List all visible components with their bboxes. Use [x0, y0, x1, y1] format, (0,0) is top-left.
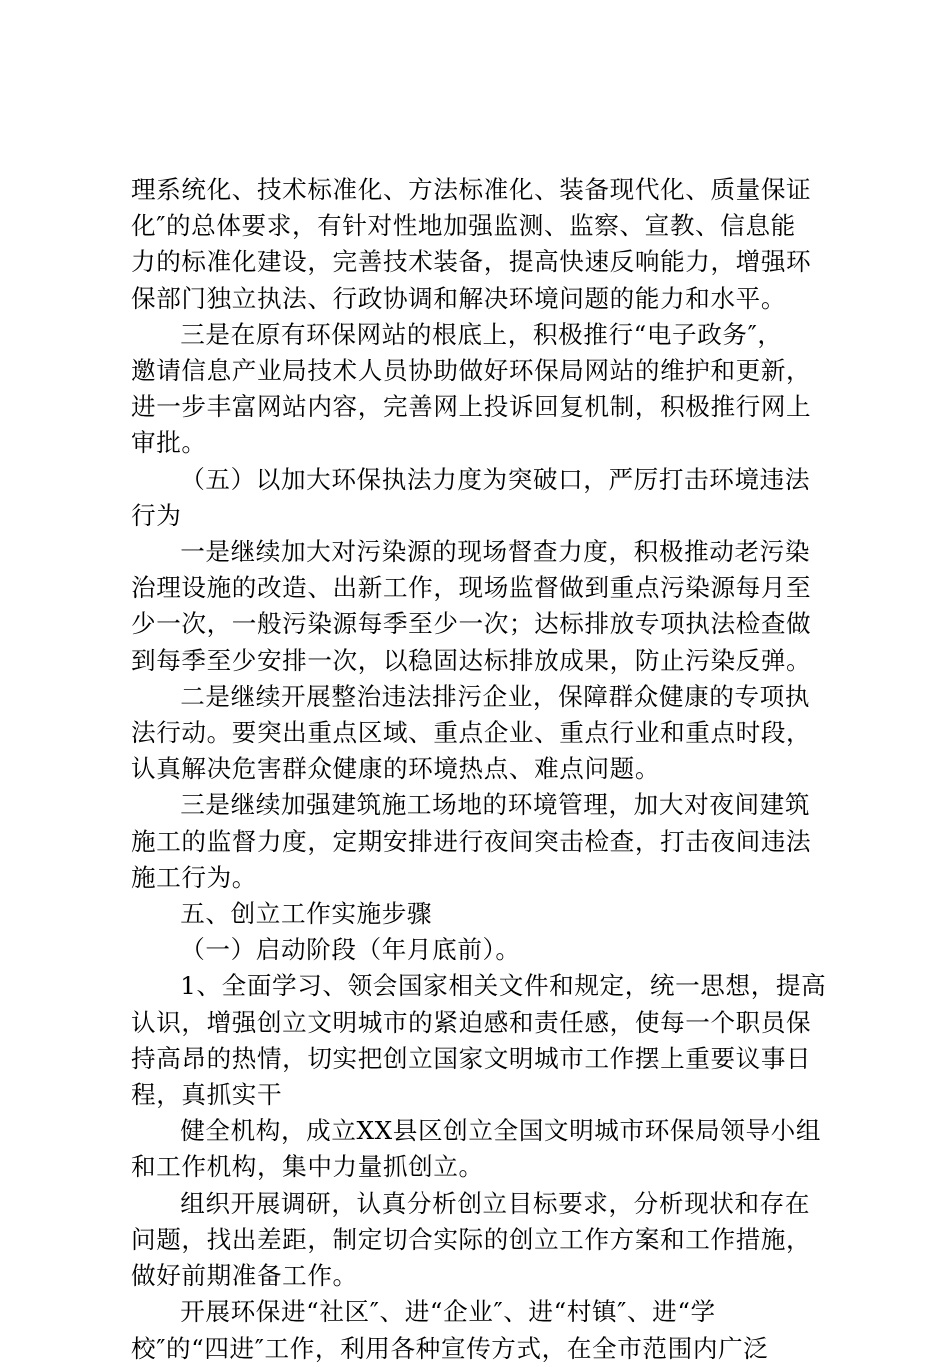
text-line: 三是继续加强建筑施工场地的环境管理，加大对夜间建筑: [180, 790, 811, 820]
paragraph: [131, 1113, 821, 1185]
text-line: 1、全面学习、领会国家相关文件和规定，统一思想，提高: [180, 971, 827, 1001]
text-line: 到每季至少安排一次，以稳固达标排放成果，防止污染反弹。: [131, 645, 812, 675]
paragraph: [131, 787, 821, 896]
text-line: 法行动。要突出重点区域、重点企业、重点行业和重点时段，: [131, 718, 812, 748]
text-line: 组织开展调研，认真分析创立目标要求，分析现状和存在: [180, 1188, 811, 1218]
text-line: 力的标准化建设，完善技术装备，提高快速反响能力，增强环: [131, 247, 812, 277]
document-body: [131, 172, 827, 1367]
text-line: 保部门独立执法、行政协调和解决环境问题的能力和水平。: [131, 283, 787, 313]
text-line: 行为: [131, 500, 182, 530]
paragraph: [131, 317, 821, 462]
text-line: 二是继续开展整治违法排污企业，保障群众健康的专项执: [180, 681, 811, 711]
text-line: 三是在原有环保网站的根底上，积极推行“电子政务″，: [180, 319, 783, 349]
paragraph: [131, 679, 821, 788]
text-line: 开展环保进“社区″、进“企业″、进“村镇″、进“学: [180, 1297, 716, 1327]
text-line: 认识，增强创立文明城市的紧迫感和责任感，使每一个职员保: [131, 1007, 812, 1037]
text-line: 少一次，一般污染源每季至少一次；达标排放专项执法检查做: [131, 609, 812, 639]
paragraph: [131, 968, 827, 1113]
paragraph: [131, 932, 821, 968]
text-line: 和工作机构，集中力量抓创立。: [131, 1152, 484, 1182]
text-line: （一）启动阶段（年月底前）。: [180, 935, 521, 965]
text-line: 程，真抓实干: [131, 1080, 283, 1110]
paragraph: [131, 896, 821, 932]
text-line: 五、创立工作实施步骤: [180, 899, 433, 929]
text-line: 做好前期准备工作。: [131, 1261, 358, 1291]
text-line: 施工行为。: [131, 862, 257, 892]
paragraph: [131, 172, 821, 317]
text-line: 审批。: [131, 428, 207, 458]
paragraph: [131, 1294, 821, 1366]
text-line: 进一步丰富网站内容，完善网上投诉回复机制，积极推行网上: [131, 392, 812, 422]
text-line: 持高昂的热情，切实把创立国家文明城市工作摆上重要议事日: [131, 1043, 812, 1073]
paragraph: [131, 1186, 821, 1295]
text-line: 理系统化、技术标准化、方法标准化、装备现代化、质量保证: [131, 175, 812, 204]
text-line: 治理设施的改造、出新工作，现场监督做到重点污染源每月至: [131, 573, 812, 603]
text-line: 邀请信息产业局技术人员协助做好环保局网站的维护和更新，: [131, 356, 812, 386]
paragraph: [131, 534, 821, 679]
text-line: 认真解决危害群众健康的环境热点、难点问题。: [131, 754, 661, 784]
text-line: 施工的监督力度，定期安排进行夜间突击检查，打击夜间违法: [131, 826, 812, 856]
text-line: 问题，找出差距，制定切合实际的创立工作方案和工作措施，: [131, 1224, 812, 1254]
text-line: 一是继续加大对污染源的现场督查力度，积极推动老污染: [180, 537, 811, 567]
text-line: 健全机构，成立XX县区创立全国文明城市环保局领导小组: [180, 1116, 822, 1146]
text-line: （五）以加大环保执法力度为突破口，严厉打击环境违法: [180, 464, 811, 494]
paragraph: [131, 462, 821, 534]
text-line: 化″的总体要求，有针对性地加强监测、监察、宣教、信息能: [131, 211, 796, 241]
text-line: 校″的“四进″工作，利用各种宣传方式，在全市范围内广泛: [131, 1333, 769, 1363]
